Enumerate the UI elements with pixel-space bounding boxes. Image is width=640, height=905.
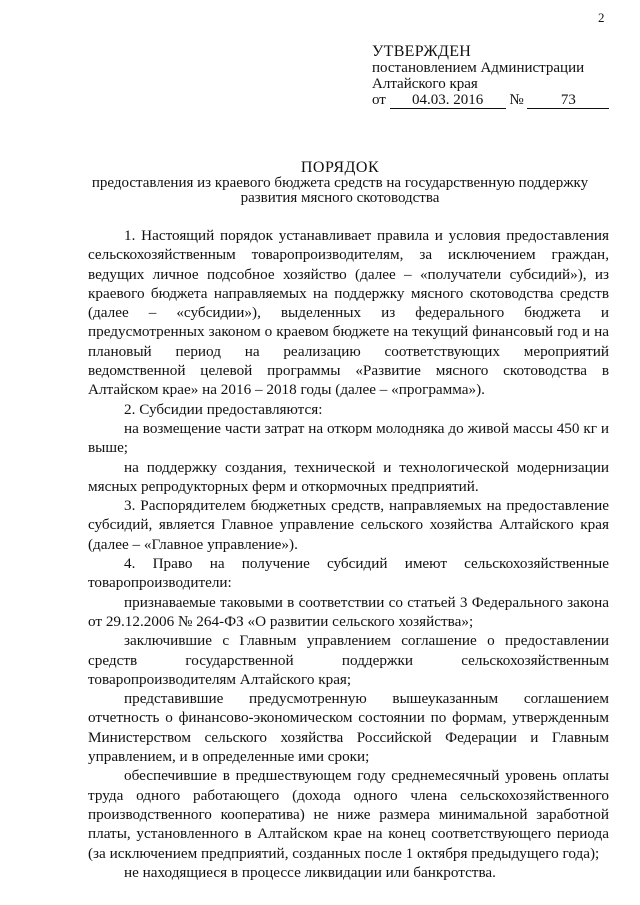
- document-heading: [60, 160, 620, 206]
- page-number: 2: [598, 10, 605, 25]
- approval-title: УТВЕРЖДЕН: [372, 43, 472, 60]
- paragraph-11: не находящиеся в процессе ликвидации или банкротства.: [124, 863, 496, 881]
- document-subtitle-line-2: развития мясного скотоводства: [240, 190, 440, 206]
- approval-stamp: [372, 44, 632, 109]
- approval-date: 04.03. 2016: [390, 92, 506, 109]
- paragraph-3: на возмещение части затрат на откорм молодняка до живой массы 450 кг и выше;: [88, 419, 609, 457]
- paragraph-4: на поддержку создания, технической и технологической модернизации мясных репродукторных ферм и откормочных предприятий.: [88, 458, 609, 495]
- approval-line-1: постановлением Администрации: [372, 60, 585, 76]
- approval-line-2: Алтайского края: [372, 76, 478, 92]
- approval-date-line: [372, 92, 632, 109]
- document-subtitle-line-1: предоставления из краевого бюджета средств на государственную поддержку: [91, 175, 589, 191]
- paragraph-7: признаваемые таковыми в соответствии со статьей 3 Федерального закона от 29.12.2006 № 264-ФЗ «О развитии сельского хозяйства»;: [88, 593, 609, 630]
- paragraph-2: 2. Субсидии предоставляются:: [124, 400, 323, 418]
- paragraph-8: заключившие с Главным управлением соглашение о предоставлении средств государственной поддержки сельскохозяйственным товаропроизводителям Алтайского края;: [88, 632, 609, 688]
- paragraph-6: 4. Право на получение субсидий имеют сельскохозяйственные товаропроизводители:: [88, 555, 609, 592]
- document-body: [88, 226, 609, 882]
- paragraph-9: представившие предусмотренную вышеуказанным соглашением отчетность о финансово-экономическом состоянии по формам, утвержденным Министерством сельского хозяйства Российской Федерации и Главным управлением, и в определенные ими сроки;: [88, 690, 609, 766]
- paragraph-1: 1. Настоящий порядок устанавливает правила и условия предоставления сельскохозяйственным товаропроизводителям, за исключением граждан, ведущих личное подсобное хозяйство (далее – «получатели субсидий»), из краевого бюджета направляемых на поддержку мясного скотоводства средств (далее – «субсидии»), выделенных из федерального бюджета и предусмотренных законом о краевом бюджете на текущий финансовый год и на плановый период на реализацию соответствующих мероприятий ведомственной целевой программы «Развитие мясного скотоводства в Алтайском крае» на 2016 – 2018 годы (далее – «программа»).: [88, 227, 609, 399]
- paragraph-10: обеспечившие в предшествующем году среднемесячный уровень оплаты труда одного работающего (дохода одного члена сельскохозяйственного производственного кооператива) не ниже размера минимальной заработной платы, установленного в Алтайском крае на конец соответствующего периода (за исключением предприятий, созданных после 1 октября предыдущего года);: [88, 767, 609, 862]
- paragraph-5: 3. Распорядителем бюджетных средств, направляемых на предоставление субсидий, является Главное управление сельского хозяйства Алтайского края (далее – «Главное управление»).: [88, 497, 609, 553]
- number-label: №: [509, 92, 524, 108]
- approval-number: 73: [527, 92, 609, 109]
- from-label: от: [372, 92, 386, 108]
- document-title: ПОРЯДОК: [300, 159, 380, 176]
